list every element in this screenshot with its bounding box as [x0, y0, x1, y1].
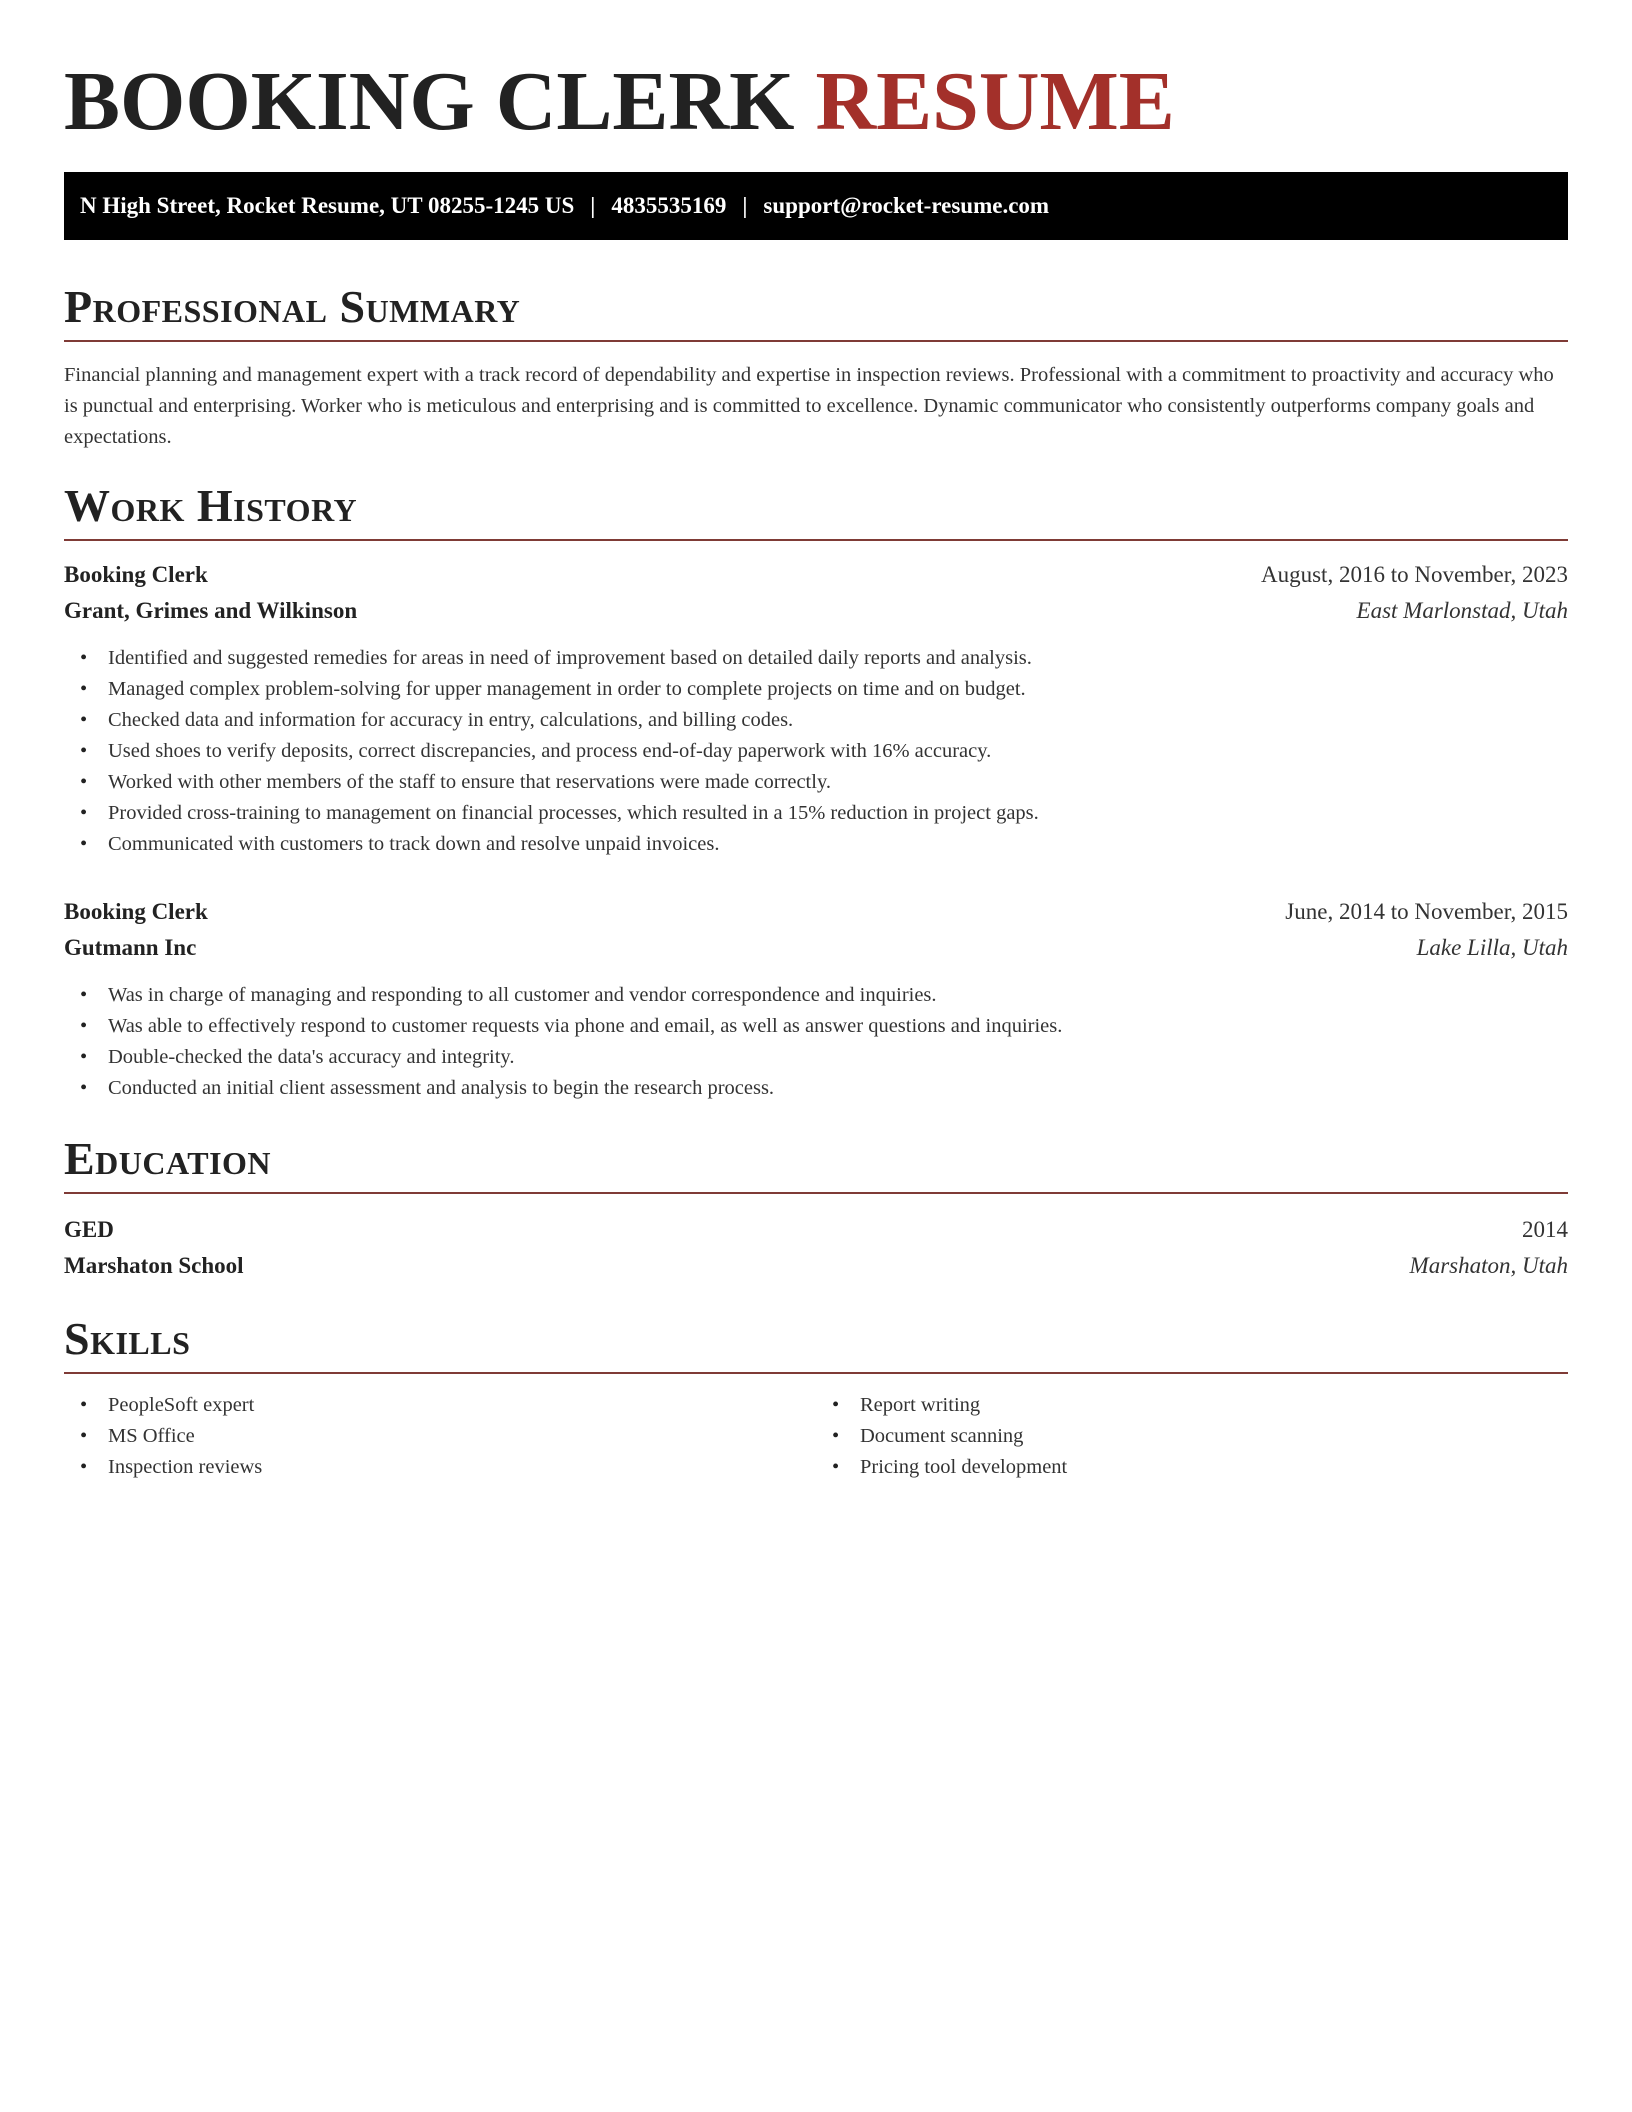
- list-item: • Worked with other members of the staff to ensure that reservations were made correctly.: [64, 767, 1568, 798]
- work-history-section: [64, 479, 1568, 1104]
- education-school: Marshaton School: [64, 1253, 244, 1278]
- education-entry: [64, 1214, 1568, 1282]
- contact-phone[interactable]: 4835535169: [611, 193, 727, 218]
- list-item: • Managed complex problem-solving for upper management in order to complete projects on time and on budget.: [64, 674, 1568, 705]
- section-heading-education: Education: [64, 1133, 272, 1184]
- education-degree-row: [64, 1214, 1568, 1246]
- skill-item: • Report writing: [816, 1390, 1568, 1421]
- professional-summary-section: [64, 280, 1568, 453]
- list-item: • Checked data and information for accuracy in entry, calculations, and billing codes.: [64, 705, 1568, 736]
- section-divider: [64, 340, 1568, 342]
- job-location: Lake Lilla, Utah: [1416, 935, 1568, 960]
- skill-item: • Inspection reviews: [64, 1452, 816, 1483]
- section-divider: [64, 1192, 1568, 1194]
- list-item: • Communicated with customers to track down and resolve unpaid invoices.: [64, 829, 1568, 860]
- job-header-row: [64, 896, 1568, 928]
- list-item: • Identified and suggested remedies for areas in need of improvement based on detailed daily reports and analysis.: [64, 643, 1568, 674]
- skill-item: • Document scanning: [816, 1421, 1568, 1452]
- job-title: Booking Clerk: [64, 562, 208, 587]
- job-title: Booking Clerk: [64, 899, 208, 924]
- list-item: • Double-checked the data's accuracy and integrity.: [64, 1042, 1568, 1073]
- education-school-row: [64, 1250, 1568, 1282]
- job-company-row: [64, 595, 1568, 627]
- job-entry: [64, 896, 1568, 1104]
- education-degree: GED: [64, 1217, 114, 1242]
- skills-column-left: [64, 1390, 816, 1483]
- job-location: East Marlonstad, Utah: [1356, 598, 1568, 623]
- contact-email[interactable]: support@rocket-resume.com: [763, 193, 1050, 218]
- section-divider: [64, 1372, 1568, 1374]
- skill-item: • MS Office: [64, 1421, 816, 1452]
- list-item: • Was able to effectively respond to customer requests via phone and email, as well as answer questions and inquiries.: [64, 1011, 1568, 1042]
- job-duties-list: [64, 643, 1568, 860]
- contact-bar: [64, 172, 1568, 240]
- contact-separator: |: [742, 193, 748, 218]
- education-year: 2014: [1522, 1217, 1568, 1242]
- skills-column-right: [816, 1390, 1568, 1483]
- list-item: • Was in charge of managing and responding to all customer and vendor correspondence and inquiries.: [64, 980, 1568, 1011]
- list-item: • Conducted an initial client assessment and analysis to begin the research process.: [64, 1073, 1568, 1104]
- skills-list: [816, 1390, 1568, 1483]
- job-company: Grant, Grimes and Wilkinson: [64, 598, 358, 623]
- contact-address: N High Street, Rocket Resume, UT 08255-1245 US: [80, 193, 575, 218]
- skills-grid: [64, 1390, 1568, 1483]
- job-dates: August, 2016 to November, 2023: [1261, 562, 1568, 587]
- job-header-row: [64, 559, 1568, 591]
- education-location: Marshaton, Utah: [1409, 1253, 1568, 1278]
- title-accent: RESUME: [815, 55, 1175, 148]
- education-section: [64, 1132, 1568, 1282]
- resume-title: [64, 52, 1568, 152]
- job-company-row: [64, 932, 1568, 964]
- skills-list: [64, 1390, 816, 1483]
- job-dates: June, 2014 to November, 2015: [1285, 899, 1568, 924]
- job-duties-list: [64, 980, 1568, 1104]
- summary-text: Financial planning and management expert with a track record of dependability and expertise in inspection reviews. Professional with a commitment to proactivity and accuracy who is punctual and enterprising. Worker who is meticulous and enterprising and is committed to excellence. Dynamic communicator who consistently outperforms company goals and expectations.: [64, 364, 1554, 448]
- section-heading-summary: Professional Summary: [64, 281, 521, 332]
- list-item: • Used shoes to verify deposits, correct discrepancies, and process end-of-day paperwork with 16% accuracy.: [64, 736, 1568, 767]
- title-main: BOOKING CLERK: [64, 55, 795, 148]
- section-divider: [64, 539, 1568, 541]
- skills-section: [64, 1312, 1568, 1483]
- job-company: Gutmann Inc: [64, 935, 197, 960]
- section-heading-skills: Skills: [64, 1313, 191, 1364]
- job-entry: [64, 559, 1568, 860]
- skill-item: • PeopleSoft expert: [64, 1390, 816, 1421]
- contact-separator: |: [590, 193, 596, 218]
- list-item: • Provided cross-training to management on financial processes, which resulted in a 15% reduction in project gaps.: [64, 798, 1568, 829]
- section-heading-work: Work History: [64, 480, 358, 531]
- skill-item: • Pricing tool development: [816, 1452, 1568, 1483]
